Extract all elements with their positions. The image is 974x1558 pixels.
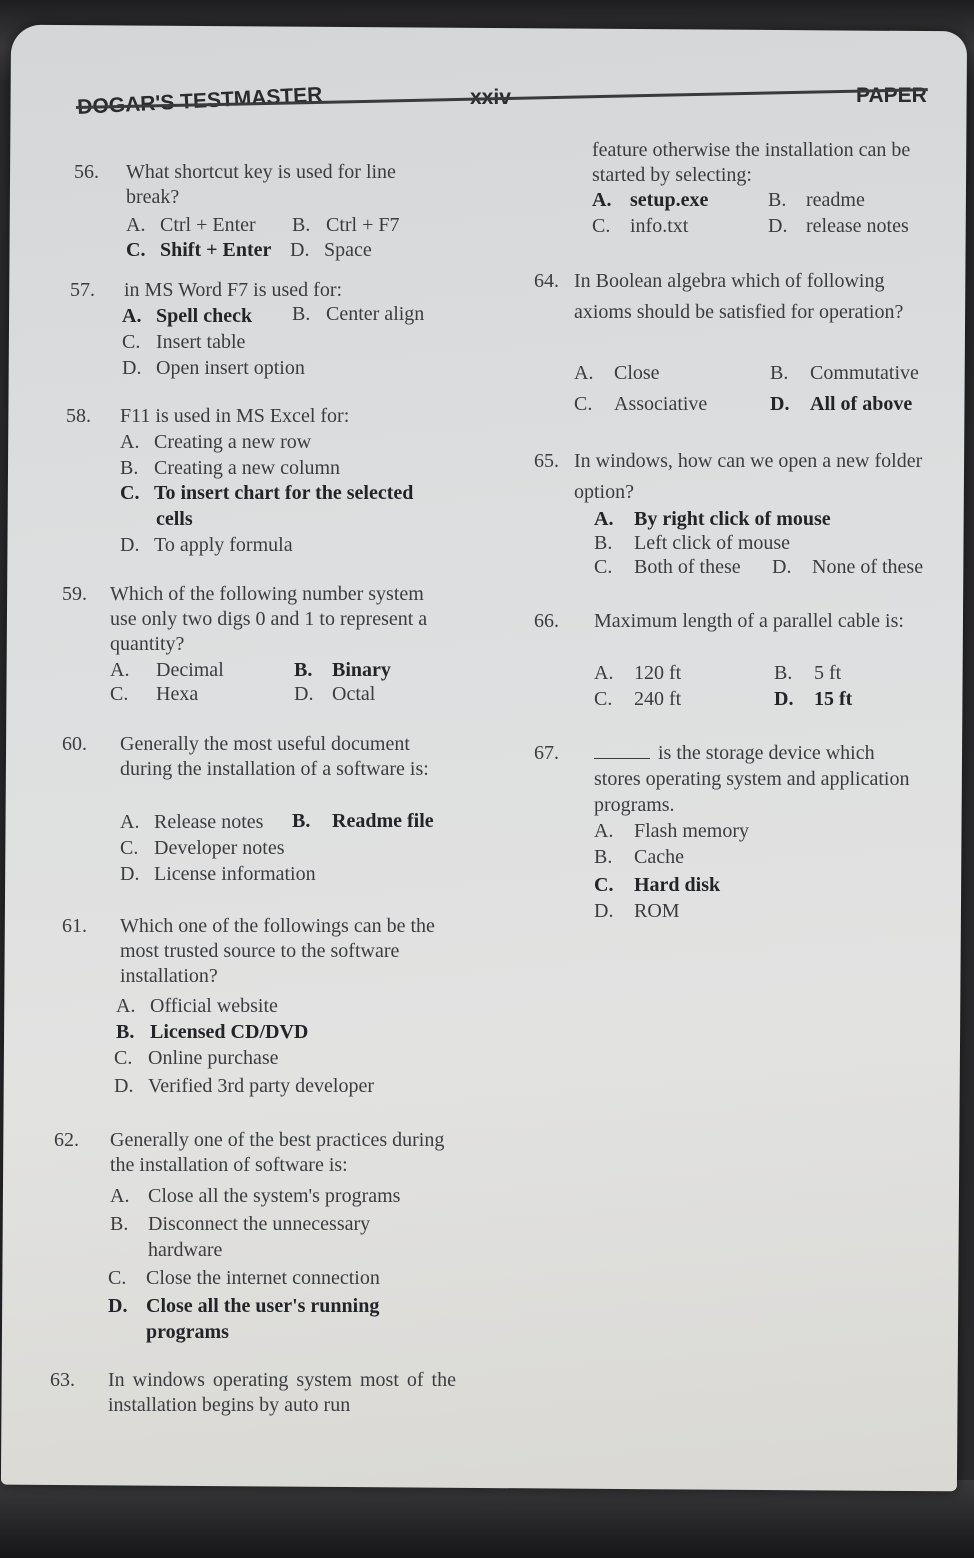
question-text: Which of the following number system use only two digs 0 and 1 to represent a quantity?	[110, 583, 428, 655]
option-a: A. Close all the system's programs	[110, 1185, 401, 1207]
option-b: B. Readme file	[292, 810, 434, 832]
option-c: C. Insert table	[122, 331, 246, 353]
option-a: A. Creating a new row	[120, 431, 312, 453]
option-a: A. Ctrl + Enter	[126, 214, 256, 236]
question-text-continued: feature otherwise the installation can be started by selecting:	[592, 139, 911, 186]
question-text: In windows, how can we open a new folder option?	[574, 450, 923, 503]
question-text: Maximum length of a parallel cable is:	[594, 610, 904, 632]
option-c: C. To insert chart for the selected	[120, 482, 414, 504]
option-c: C. info.txt	[592, 215, 689, 237]
option-d: D. Close all the user's running	[108, 1295, 380, 1317]
question-text: In Boolean algebra which of following axioms should be satisfied for operation?	[574, 270, 904, 323]
option-d: D. Octal	[294, 683, 376, 705]
option-b: B. Cache	[594, 846, 684, 868]
section-label: PAPER	[856, 84, 927, 107]
question-number: 59.	[62, 583, 87, 605]
option-c: C. Shift + Enter	[126, 239, 272, 261]
option-d: D. ROM	[594, 900, 680, 922]
question-number: 65.	[534, 450, 559, 472]
option-c: C. Hard disk	[594, 874, 721, 896]
option-b: B. Ctrl + F7	[292, 214, 400, 236]
option-a: A. Official website	[116, 995, 278, 1017]
option-c: C. Associative	[574, 393, 708, 415]
question-number: 56.	[74, 161, 99, 183]
question-number: 61.	[62, 915, 87, 937]
option-d: D. All of above	[770, 393, 913, 415]
question-number: 67.	[534, 742, 559, 764]
option-d: D. release notes	[768, 215, 909, 237]
option-b: B. Creating a new column	[120, 457, 341, 479]
option-a: A. 120 ft	[594, 662, 682, 684]
answer-blank	[594, 758, 650, 759]
option-d: D. Verified 3rd party developer	[114, 1075, 375, 1097]
option-b: B. Left click of mouse	[594, 532, 791, 554]
question-number: 66.	[534, 610, 559, 632]
option-b: B. Licensed CD/DVD	[116, 1021, 309, 1043]
option-a: A. Close	[574, 362, 660, 384]
option-b: B. Commutative	[770, 362, 919, 384]
option-d: D. License information	[120, 863, 316, 885]
option-d: D. To apply formula	[120, 534, 293, 556]
option-d: D. Open insert option	[122, 357, 305, 379]
option-c: C. Developer notes	[120, 837, 285, 859]
book-title: DOGAR'S TESTMASTER	[76, 83, 323, 120]
question-number: 62.	[54, 1129, 79, 1151]
option-a: A. Flash memory	[594, 820, 749, 842]
question-text: is the storage device which stores operating system and application programs.	[594, 742, 910, 816]
question-text: What shortcut key is used for line break?	[126, 161, 396, 208]
question-text: in MS Word F7 is used for:	[124, 279, 343, 301]
question-number: 58.	[66, 405, 91, 427]
option-c: C. Both of these	[594, 556, 741, 578]
option-b: B. 5 ft	[774, 662, 842, 684]
option-d: D. 15 ft	[774, 688, 853, 710]
question-text: F11 is used in MS Excel for:	[120, 405, 350, 427]
question-number: 63.	[50, 1369, 75, 1391]
option-c-continued: cells	[156, 508, 193, 530]
option-c: C. Close the internet connection	[108, 1267, 380, 1289]
option-a: A. By right click of mouse	[594, 508, 831, 530]
option-a: A. Release notes	[120, 811, 264, 833]
question-number: 64.	[534, 270, 559, 292]
option-d-continued: programs	[146, 1321, 229, 1343]
option-b: B. readme	[768, 189, 865, 211]
option-d: D. None of these	[772, 556, 924, 578]
background-bottom	[0, 1480, 974, 1558]
option-a: A. setup.exe	[592, 189, 709, 211]
option-d: D. Space	[290, 239, 372, 261]
option-b: B. Binary	[294, 659, 391, 681]
option-b: B. Disconnect the unnecessary	[110, 1213, 371, 1235]
question-number: 57.	[70, 279, 95, 301]
option-b: B. Center align	[292, 303, 425, 325]
question-text: In windows operating system most of the installation begins by auto run	[108, 1369, 456, 1416]
question-text: Generally one of the best practices during the installation of software is:	[110, 1129, 445, 1176]
option-c: C. Hexa	[110, 683, 199, 705]
question-number: 60.	[62, 733, 87, 755]
option-c: C. 240 ft	[594, 688, 682, 710]
option-b-continued: hardware	[148, 1239, 223, 1261]
question-text: Which one of the followings can be the most trusted source to the software installation?	[120, 915, 435, 987]
option-c: C. Online purchase	[114, 1047, 279, 1069]
option-a: A. Spell check	[122, 305, 253, 327]
question-text: Generally the most useful document during the installation of a software is:	[120, 733, 429, 780]
option-a: A. Decimal	[110, 659, 224, 681]
